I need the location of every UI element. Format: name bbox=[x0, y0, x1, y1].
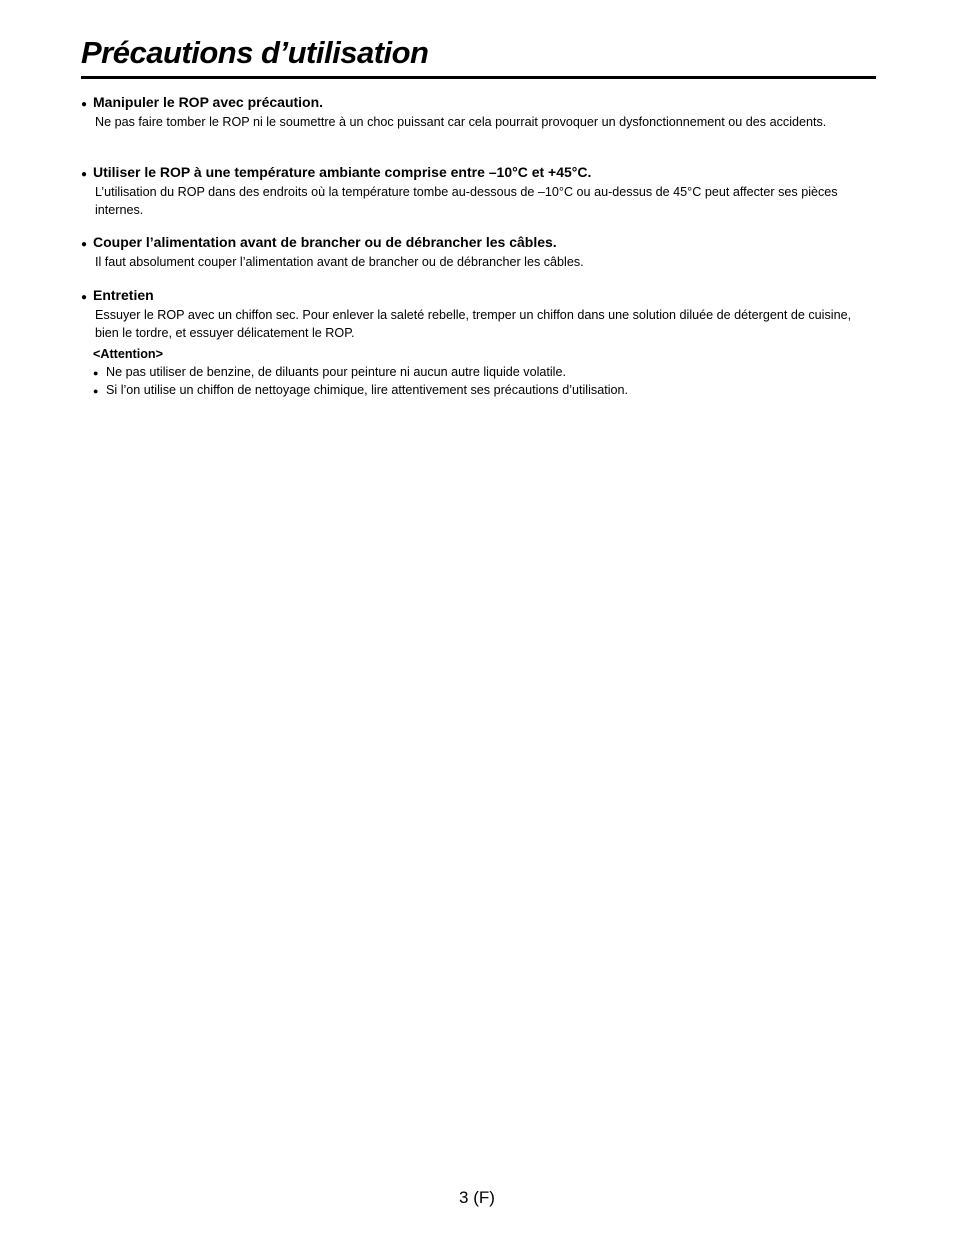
page-title: Précautions d’utilisation bbox=[81, 35, 429, 70]
section-power bbox=[81, 233, 873, 272]
section-body: Ne pas faire tomber le ROP ni le soumettre à un choc puissant car cela pourrait provoquer un dysfonctionnement ou des accidents. bbox=[95, 115, 827, 129]
section-body: L’utilisation du ROP dans des endroits où la température tombe au-dessous de –10°C ou au-dessus de 45°C peut affecter ses pièces internes. bbox=[95, 185, 838, 217]
attention-item bbox=[93, 364, 873, 383]
attention-heading: <Attention> bbox=[93, 347, 163, 361]
section-handling bbox=[81, 93, 873, 132]
section-heading-text: Utiliser le ROP à une température ambiante comprise entre –10°C et +45°C. bbox=[93, 164, 592, 180]
section-body: Essuyer le ROP avec un chiffon sec. Pour enlever la saleté rebelle, tremper un chiffon dans une solution diluée de détergent de cuisine, bien le tordre, et essuyer délicatement le ROP. bbox=[95, 308, 852, 340]
section-body: Il faut absolument couper l’alimentation avant de brancher ou de débrancher les câbles. bbox=[95, 255, 584, 269]
section-heading-text: Couper l’alimentation avant de brancher ou de débrancher les câbles. bbox=[93, 234, 557, 250]
bullet-icon: ● bbox=[93, 367, 99, 378]
bullet-icon: ● bbox=[81, 239, 88, 250]
attention-item-text: Si l’on utilise un chiffon de nettoyage chimique, lire attentivement ses précautions d’utilisation. bbox=[106, 383, 629, 397]
bullet-icon: ● bbox=[81, 99, 88, 110]
section-heading bbox=[81, 93, 873, 114]
attention-item-text: Ne pas utiliser de benzine, de diluants pour peinture ni aucun autre liquide volatile. bbox=[106, 364, 566, 379]
section-maintenance bbox=[81, 286, 873, 342]
title-rule bbox=[81, 76, 876, 79]
section-heading-text: Entretien bbox=[93, 287, 154, 303]
section-temperature bbox=[81, 163, 873, 219]
attention-item bbox=[93, 382, 873, 401]
bullet-icon: ● bbox=[93, 386, 99, 396]
bullet-icon: ● bbox=[81, 169, 88, 180]
section-heading bbox=[81, 233, 873, 254]
bullet-icon: ● bbox=[81, 292, 88, 303]
section-heading-text: Manipuler le ROP avec précaution. bbox=[93, 94, 324, 110]
section-heading bbox=[81, 163, 873, 184]
section-heading bbox=[81, 286, 873, 307]
page-number: 3 (F) bbox=[459, 1188, 495, 1207]
attention-block bbox=[93, 346, 873, 401]
